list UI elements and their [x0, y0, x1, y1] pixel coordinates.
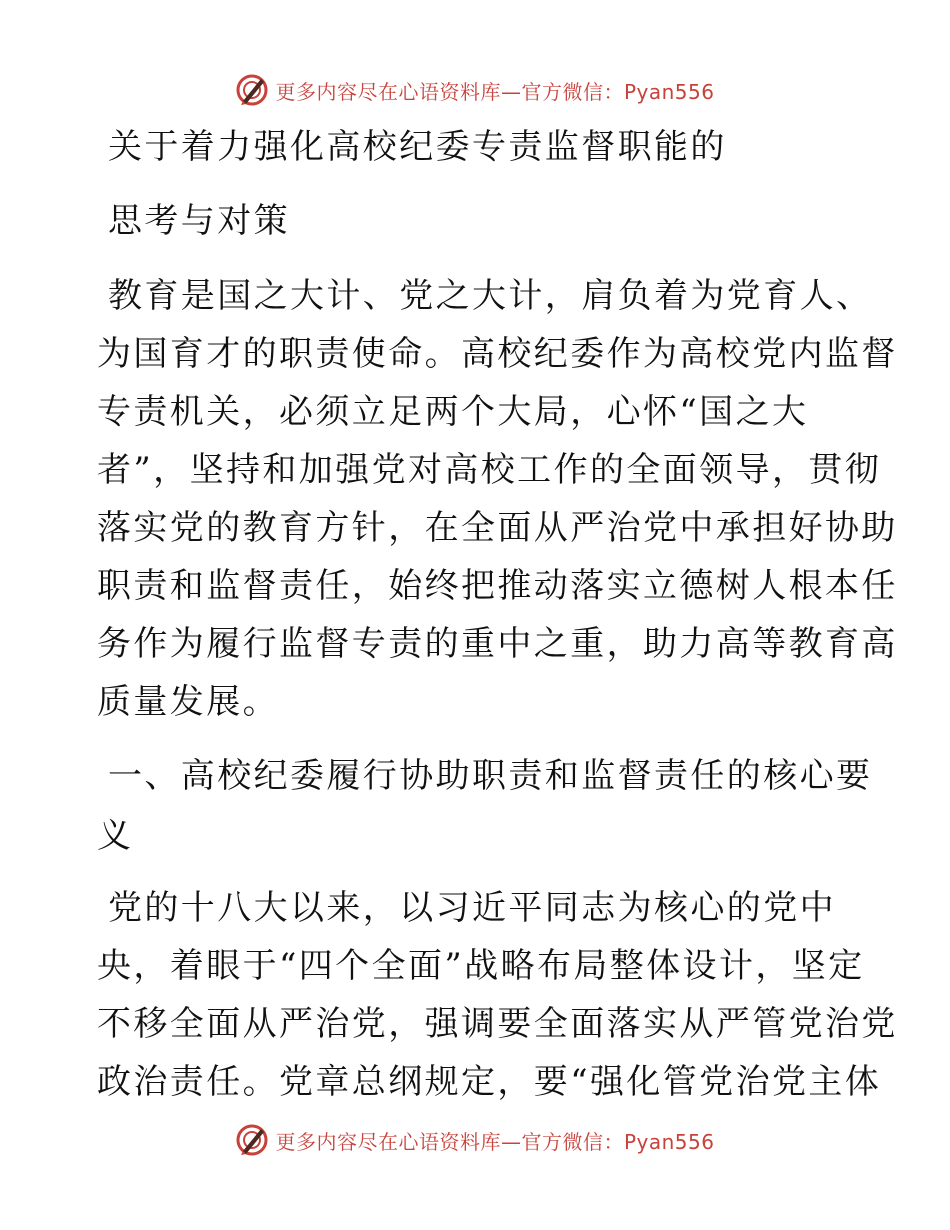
paragraph-2-line: 政治责任。党章总纲规定，要“强化管党治党主体 [97, 1062, 882, 1102]
paragraph-1-line: 专责机关，必须立足两个大局，心怀“国之大 [97, 392, 809, 432]
document-title-line-2: 思考与对策 [108, 201, 290, 241]
document-title-line-1: 关于着力强化高校纪委专责监督职能的 [108, 127, 727, 167]
paragraph-1-line: 落实党的教育方针，在全面从严治党中承担好协助 [97, 508, 898, 548]
paragraph-1-line: 为国育才的职责使命。高校纪委作为高校党内监督 [97, 334, 898, 374]
pen-logo-icon [235, 1123, 269, 1157]
paragraph-1-line: 务作为履行监督专责的重中之重，助力高等教育高 [97, 624, 898, 664]
footer-banner [0, 1120, 950, 1160]
paragraph-2-line: 央，着眼于“四个全面”战略布局整体设计，坚定 [97, 946, 865, 986]
paragraph-1-line: 教育是国之大计、党之大计，肩负着为党育人、 [108, 276, 873, 316]
pen-logo-icon [235, 73, 269, 107]
paragraph-1-line: 质量发展。 [97, 682, 279, 722]
header-banner-text: 更多内容尽在心语资料库—官方微信：Pyan556 [275, 79, 715, 104]
paragraph-1-line: 职责和监督责任，始终把推动落实立德树人根本任 [97, 566, 898, 606]
section-heading-1-line: 一、高校纪委履行协助职责和监督责任的核心要 [108, 756, 873, 796]
paragraph-2-line: 党的十八大以来，以习近平同志为核心的党中 [108, 888, 836, 928]
paragraph-2-line: 不移全面从严治党，强调要全面落实从严管党治党 [97, 1004, 898, 1044]
paragraph-1-line: 者”，坚持和加强党对高校工作的全面领导，贯彻 [97, 450, 882, 490]
section-heading-1-line: 义 [97, 816, 134, 856]
header-banner [0, 70, 950, 110]
footer-banner-text: 更多内容尽在心语资料库—官方微信：Pyan556 [275, 1129, 715, 1154]
